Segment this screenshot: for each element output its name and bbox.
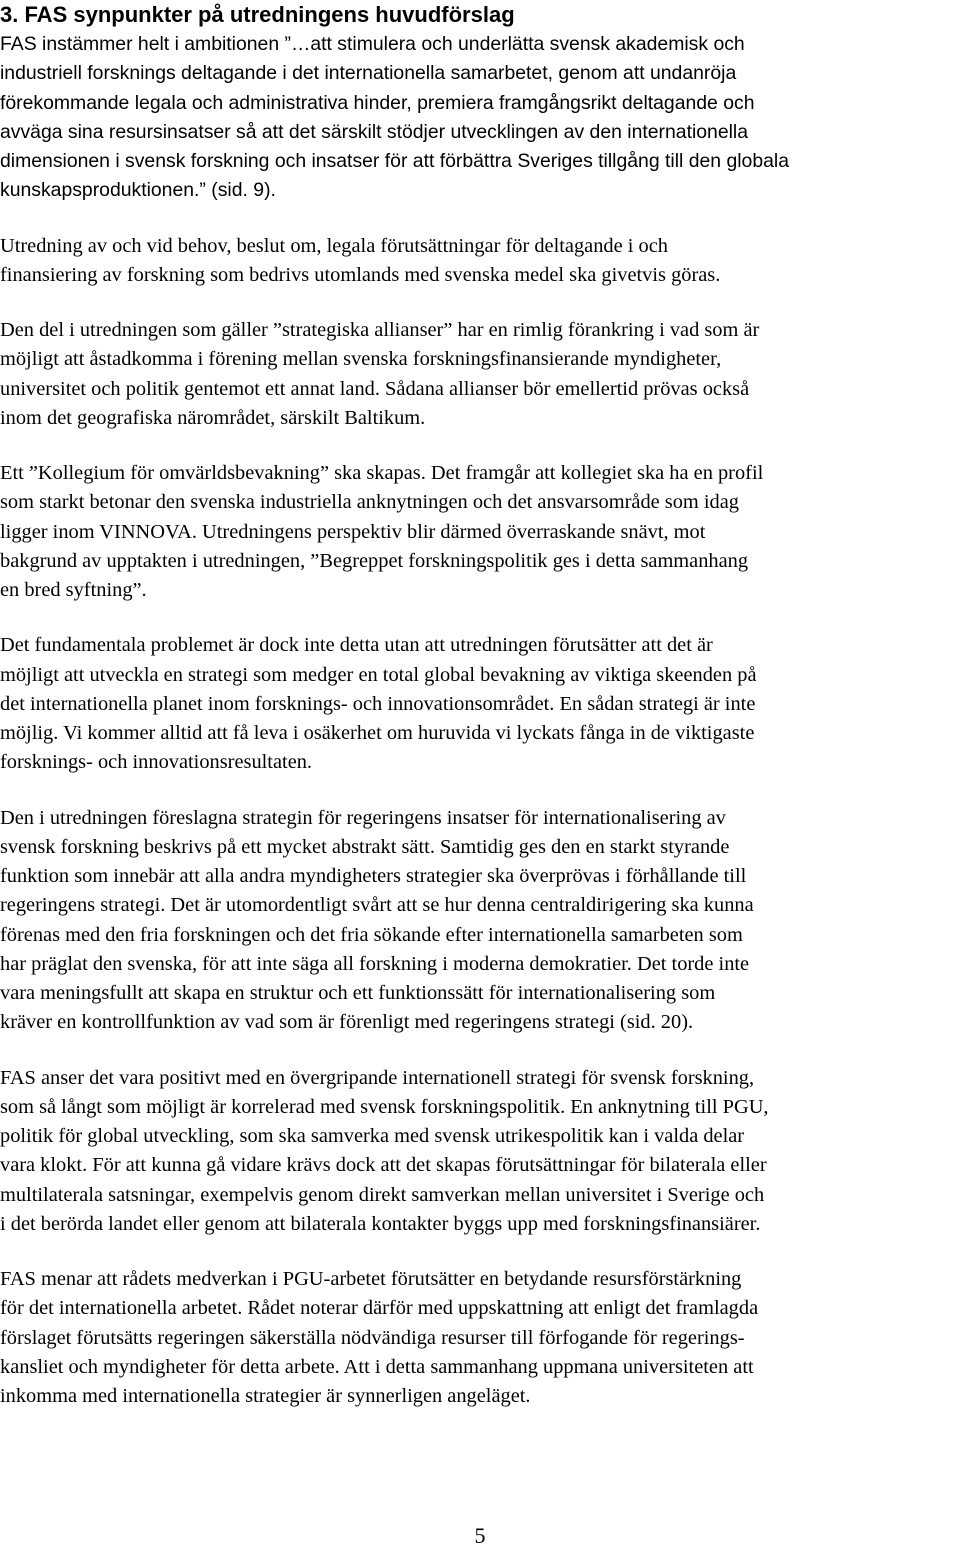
- text-line: bakgrund av upptakten i utredningen, ”Begreppet forskningspolitik ges i detta sammanhang: [0, 549, 749, 572]
- text-line: forsknings- och innovationsresultaten.: [0, 751, 313, 774]
- text-line: finansiering av forskning som bedrivs utomlands med svenska medel ska givetvis göras.: [0, 263, 721, 286]
- text-line: avväga sina resursinsatser så att det särskilt stödjer utvecklingen av den internationella: [0, 120, 749, 143]
- text-line: kunskapsproduktionen.” (sid. 9).: [0, 179, 276, 202]
- text-line: multilaterala satsningar, exempelvis genom direkt samverkan mellan universitet i Sverige och: [0, 1183, 765, 1206]
- text-line: universitet och politik gentemot ett annat land. Sådana allianser bör emellertid prövas också: [0, 377, 750, 400]
- paragraph: [0, 1265, 960, 1411]
- text-line: vara meningsfullt att skapa en struktur och ett funktionssätt för internationalisering som: [0, 982, 716, 1004]
- text-line: inom det geografiska närområdet, särskilt Baltikum.: [0, 406, 426, 429]
- text-line: FAS anser det vara positivt med en övergripande internationell strategi för svensk forskning,: [0, 1066, 755, 1089]
- text-line: förslaget förutsätts regeringen säkerställa nödvändiga resurser till förfogande för regerings-: [0, 1326, 745, 1349]
- text-line: förekommande legala och administrativa hinder, premiera framgångsrikt deltagande och: [0, 91, 755, 114]
- paragraph: [0, 631, 960, 777]
- text-line: inkomma med internationella strategier är synnerligen angeläget.: [0, 1385, 531, 1407]
- text-line: för det internationella arbetet. Rådet noterar därför med uppskattning att enligt det framlagda: [0, 1297, 759, 1320]
- text-line: i det berörda landet eller genom att bilaterala kontakter byggs upp med forskningsfinansiärer.: [0, 1212, 761, 1235]
- paragraph: [0, 232, 960, 291]
- page-number: 5: [474, 1523, 486, 1548]
- paragraph: [0, 804, 960, 1038]
- text-line: Ett ”Kollegium för omvärldsbevakning” ska skapas. Det framgår att kollegiet ska ha en profil: [0, 462, 764, 484]
- text-line: som så långt som möjligt är korrelerad med svensk forskningspolitik. En anknytning till PGU,: [0, 1095, 769, 1118]
- text-line: Det fundamentala problemet är dock inte detta utan att utredningen förutsätter att det är: [0, 634, 713, 657]
- text-line: regeringens strategi. Det är utomordentligt svårt att se hur denna centraldirigering ska kunna: [0, 894, 754, 917]
- text-line: dimensionen i svensk forskning och insatser för att förbättra Sveriges tillgång till den globala: [0, 150, 789, 172]
- text-line: möjligt att utveckla en strategi som medger en total global bevakning av viktiga skeenden på: [0, 663, 757, 686]
- text-line: Utredning av och vid behov, beslut om, legala förutsättningar för deltagande i och: [0, 234, 668, 257]
- text-line: Den i utredningen föreslagna strategin för regeringens insatser för internationalisering av: [0, 806, 726, 829]
- text-line: vara klokt. För att kunna gå vidare krävs dock att det skapas förutsättningar för bilaterala eller: [0, 1154, 767, 1177]
- text-line: som starkt betonar den svenska industriella anknytningen och det ansvarsområde som idag: [0, 491, 739, 514]
- text-line: industriell forsknings deltagande i det internationella samarbetet, genom att undanröja: [0, 62, 737, 85]
- text-line: funktion som innebär att alla andra myndigheters strategier ska överprövas i förhållande till: [0, 865, 747, 887]
- paragraph: [0, 30, 960, 206]
- text-line: förenas med den fria forskningen och det fria sökande efter internationella samarbeten som: [0, 923, 743, 946]
- text-line: politik för global utveckling, som ska samverka med svensk utrikespolitik kan i valda delar: [0, 1125, 745, 1147]
- section-heading: 3. FAS synpunkter på utredningens huvudförslag: [0, 2, 515, 27]
- text-line: FAS instämmer helt i ambitionen ”…att stimulera och underlätta svensk akademisk och: [0, 33, 745, 55]
- text-line: svensk forskning beskrivs på ett mycket abstrakt sätt. Samtidig ges den en starkt styrande: [0, 835, 730, 858]
- text-line: ligger inom VINNOVA. Utredningens perspektiv blir därmed överraskande snävt, mot: [0, 520, 706, 543]
- paragraph: [0, 1064, 960, 1240]
- paragraph: [0, 459, 960, 605]
- text-line: det internationella planet inom forsknings- och innovationsområdet. En sådan strategi är inte: [0, 692, 756, 715]
- paragraph: [0, 316, 960, 433]
- paragraph-list: [0, 30, 960, 1411]
- text-line: kräver en kontrollfunktion av vad som är förenligt med regeringens strategi (sid. 20).: [0, 1011, 694, 1034]
- text-line: FAS menar att rådets medverkan i PGU-arbetet förutsätter en betydande resursförstärkning: [0, 1268, 742, 1290]
- text-line: Den del i utredningen som gäller ”strategiska allianser” har en rimlig förankring i vad som är: [0, 319, 760, 341]
- text-line: möjligt att åstadkomma i förening mellan svenska forskningsfinansierande myndigheter,: [0, 348, 722, 371]
- text-line: möjlig. Vi kommer alltid att få leva i osäkerhet om huruvida vi lyckats fånga in de viktigaste: [0, 722, 755, 744]
- text-line: en bred syftning”.: [0, 579, 147, 601]
- text-line: kansliet och myndigheter för detta arbete. Att i detta sammanhang uppmana universiteten att: [0, 1355, 754, 1378]
- text-line: har präglat den svenska, för att inte säga all forskning i moderna demokratier. Det torde inte: [0, 952, 750, 975]
